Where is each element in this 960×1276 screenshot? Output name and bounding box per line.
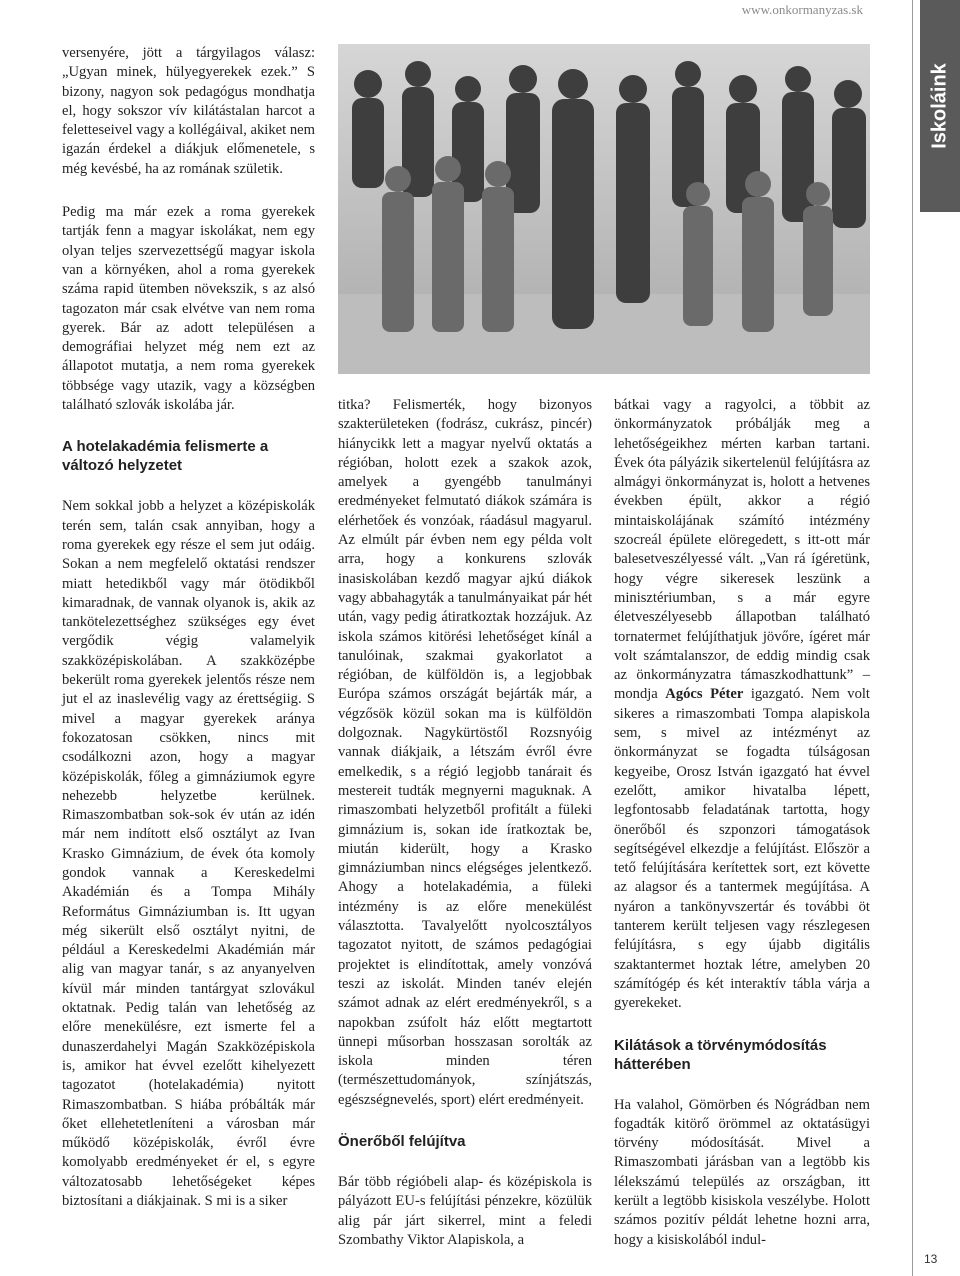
section-tab [920, 0, 960, 212]
section-heading: A hotelakadémia felismerte a változó helyzetet [62, 438, 269, 475]
person-name: Agócs Péter [665, 686, 744, 703]
paragraph: Nem sokkal jobb a helyzet a középiskolák terén sem, talán csak annyiban, hogy a roma gyerekek egy része el sem jut odáig. Sokan a nem megfelelő oktatási rendszer miatt hetedikből vagy már ötödikből kimaradnak, de vannak olyanok is, akik az tankötelezettséghez szükséges egy évet vergődik végig valamelyik szakközépiskolában. A szakközépbe bekerült roma gyerekek jelentős része nem jut el az inaslevélig vagy az érettségiig. S mivel a magyar gyerekek aránya fokozatosan csökken, nincs mit csodálkozni azon, hogy a magyar középiskolák, főleg a gimnáziumok egyre nehezebb helyzetbe kerülnek. Rimaszombatban sok-sok év után az idén már nem indított első osztályt az Ivan Krasko Gimnázium, de évek óta komoly gondok vannak a Kereskedelmi Akadémián és a Tompa Mihály Református Gimnáziumban is. Itt ugyan még sikerült első osztályt nyitni, de például a Kereskedelmi Akadémián már alig van magyar tanár, s az anyanyelven kívül már minden tantárgyat szlovákul oktatnak. Pedig talán van lehetőség az előre menekülésre, ezt ismerte fel a dunaszerdahelyi Magán Szakközépiskola is, amikor hat évvel ezelőtt kihelyezett tagozatot (hotelakadémia) nyitott Rimaszombatban. S hiába próbálták már őket ellehetetleníteni a városban már működő középiskolák, évről évre komolyabb eredményeket ér el, s egyre változatosabb lehetőségeket képes biztosítani a diákjainak. S mi is a siker [62, 498, 315, 1210]
article-column-1 [62, 44, 315, 1211]
margin-rule [912, 0, 913, 1276]
section-heading: Önerőből felújítva [338, 1132, 466, 1150]
paragraph: Pedig ma már ezek a roma gyerekek tartják fenn a magyar iskolákat, nem egy olyan teljes szervezettségű magyar iskola van a környéken, ahol a roma gyerekek száma rapid ütemben növekszik, s az alsó tagozaton már csak elvétve van nem roma gyerek. Bár az adott településen a demográfiai helyzet még nem ezt az állapotot mutatja, a nem roma gyerekek többsége vagy utazik, vagy a községben található szlovák iskolába jár. [62, 204, 315, 414]
paragraph: Ha valahol, Gömörben és Nógrádban nem fogadták kitörő örömmel az oktatásügyi törvény módosítását. Mivel a Rimaszombati járásban van a legtöbb kis lélekszámú település az országban, itt került a legtöbb kisiskola veszélybe. Holott számos pozitív példát lehetne hozni arra, hogy a kisiskolából indul- [614, 1096, 870, 1248]
section-heading: Kilátások a törvénymódosítás hátterében [614, 1036, 827, 1073]
section-tab-label: Iskoláink [928, 63, 951, 149]
page-number: 13 [924, 1252, 938, 1266]
paragraph: Bár több régióbeli alap- és középiskola is pályázott EU-s felújítási pénzekre, közülük alig pár járt sikerrel, mint a feledi Szombathy Viktor Alapiskola, a [338, 1173, 592, 1248]
paragraph [614, 396, 870, 1014]
paragraph-text: bátkai vagy a ragyolci, a többit az önkormányzatok próbálják meg a lehetőségeikhez mérten karban tartani. Évek óta pályázik sikertelenül felújításra az almágyi önkormányzat is, holott a hetvenes években épült, akkor a régió mintaiskolájának számító intézmény szocreál épülete elöregedett, s itt-ott már balesetveszélyessé vált. „Van rá ígéretünk, hogy végre sikeresek leszünk a minisztériumban, s a már egyre életveszélyesebb állapotban található tornatermet felújíthatjuk jövőre, ígéret már volt számtalanszor, de eddig mindig csak az önkormányzatra támaszkodhattunk” – mondja [614, 397, 870, 703]
article-column-2 [338, 396, 592, 1250]
paragraph: titka? Felismerték, hogy bizonyos szakterületeken (fodrász, cukrász, pincér) hiánycikk lett a magyar nyelvű oktatás a régióban, holott ezek a szakok azok, amelyek a gyengébb tanulmányi eredményeket felmutató diákok számára is elérhetőek és vonzóak, ráadásul magyarul. Az elmúlt pár évben nem egy példa volt arra, hogy a konkurens szlovák inasiskolában kezdő magyar ajkú diákok vagy abbahagyták a tanulmányaikat pár hét után, vagy pedig átiratkoztak hozzájuk. Az iskola számos kitörési lehetőséget kínál a tanulóinak, szakmai gyakorlatot a régióban, de külföldön is, a legjobbak Európa számos országát bejárták már, a végzősök közül sokan ma is külföldön dolgoznak. Nagykürtöstől Rozsnyóig vannak diákjaik, a létszám évről évre emelkedik, s a régió legjobb tanárait és mestereit tudták megnyerni maguknak. A rimaszombati helyzetből profitált a füleki gimnázium is, sokan ide íratkoztak be, miután kiderült, hogy a Krasko gimnáziumban nincs elégséges jelentkező. Ahogy a hotelakadémia, a füleki intézmény is az előre menekülést választotta. Tavalyelőtt nyolcosztályos tagozatot nyitott, de számos pedagógiai projektet is elindítottak, amely vonzóvá teszi az iskolát. Minden tanév elején számot adnak az elért eredményekről, s a napokban zsúfolt ház előtt megtartott ünnepi műsorban hosszasan sorolták az iskola minden téren (természettudományok, színjátszás, egészségnevelés, sport) elért eredményeit. [338, 397, 592, 1108]
header-url: www.onkormanyzas.sk [741, 2, 863, 17]
group-photo [338, 44, 870, 374]
paragraph: versenyére, jött a tárgyilagos válasz: „Ugyan minek, hülyegyerekek ezek.” S bizony, nagyon sok pedagógus mondhatja el, hogy sokszor vív kilátástalan harcot a feletteseivel vagy a kollégáival, akiket nem igazán érdekel a diákjuk előmenetele, s még kevésbé, ha az romának születik. [62, 45, 315, 177]
photo-group-icon [338, 44, 870, 374]
article-column-3 [614, 396, 870, 1250]
paragraph-text: igazgató. Nem volt sikeres a rimaszombati Tompa alapiskola sem, s mivel az intézményt az önkormányzat se fogadta túlságosan kegyeibe, Orosz István igazgató hat évvel ezelőtt, amikor hivatalba lépett, legfontosabb feladatának tartotta, hogy önerőből és szponzori támogatások segítségével elkezdje a felújítást. Először a tető felújítására kerítettek sort, ezt követte az alagsor és a tantermek megújítása. A nyáron a tankönyvszertár és további öt tanterem került teljesen vagy részlegesen felújításra, s egy újabb digitális szaktantermet hoztak létre, amelyben 20 számítógép és két interaktív tábla várja a gyerekeket. [614, 686, 870, 1012]
